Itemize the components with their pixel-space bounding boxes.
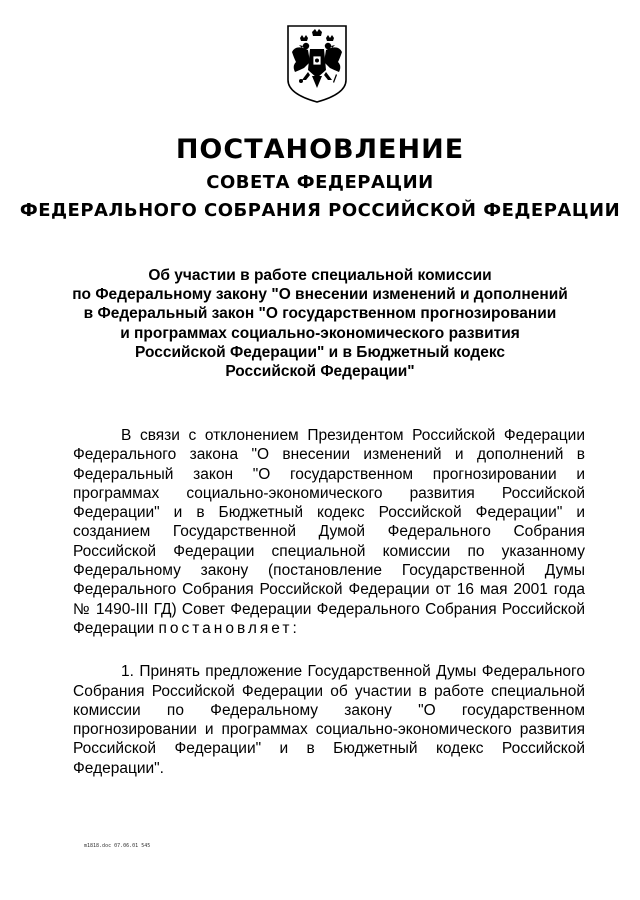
issuer-line-2: ФЕДЕРАЛЬНОГО СОБРАНИЯ РОССИЙСКОЙ ФЕДЕРАЦИИ — [19, 200, 621, 221]
heading-line: Российской Федерации" — [225, 363, 415, 381]
heading-line: Российской Федерации" и в Бюджетный кодекс — [135, 343, 505, 361]
issuer-line-1: СОВЕТА ФЕДЕРАЦИИ — [206, 172, 434, 193]
resolves-word: постановляет: — [158, 619, 300, 637]
clause-1-paragraph: 1. Принять предложение Государственной Думы Федерального Собрания Российской Федерации об участии в работе специальной комиссии по Федеральному закону "О государственном прогнозировании и программах социально-экономического развития Российской Федерации" и в Бюджетный кодекс Российской Федерации". — [73, 663, 585, 777]
document-body — [73, 426, 585, 778]
heading-line: в Федеральный закон "О государственном прогнозировании — [83, 305, 557, 323]
heading-line: Об участии в работе специальной комиссии — [148, 267, 492, 284]
file-reference: m1818.doc 07.06.01 545 — [84, 843, 151, 849]
heading-line: по Федеральному закону "О внесении изменений и дополнений — [72, 286, 568, 304]
document-title: ПОСТАНОВЛЕНИЕ — [175, 134, 465, 165]
resolution-heading — [60, 266, 580, 381]
double-headed-eagle-icon — [282, 22, 352, 106]
preamble-text: В связи с отклонением Президентом Российской Федерации Федерального закона "О внесении изменений и дополнений в Федеральный закон "О государственном прогнозировании и программах социально-экономического развития Российской Федерации" и в Бюджетный кодекс Российской Федерации" и созданием Государственной Думой Федерального Собрания Российской Федерации специальной комиссии по указанному Федеральному закону (постановление Государственной Думы Федерального Собрания Российской Федерации от 16 мая 2001 года № 1490-III ГД) Совет Федерации Федерального Собрания Российской Федерации — [73, 427, 585, 637]
preamble-paragraph — [73, 426, 585, 638]
emblem — [282, 22, 352, 106]
heading-line: и программах социально-экономического развития — [120, 324, 520, 342]
